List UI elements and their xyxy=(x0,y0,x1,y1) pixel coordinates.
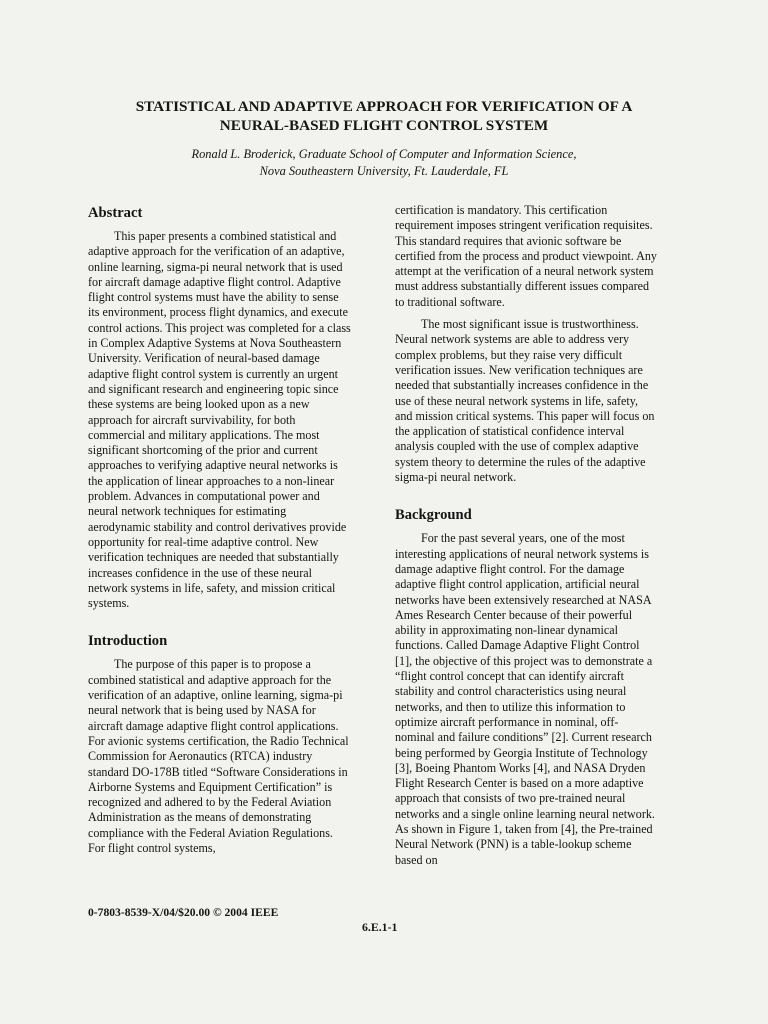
left-column xyxy=(88,204,351,856)
abstract-heading: Abstract xyxy=(88,205,143,221)
author-line-2: Nova Southeastern University, Ft. Lauderdale, FL xyxy=(259,164,509,178)
paper-title xyxy=(60,97,708,135)
introduction-continuation: certification is mandatory. This certification requirement imposes stringent verification requisites. This standard requires that avionic software be certified from the process and product viewpoint. Any attempt at the verification of a neural network system must address substantially different issues compared to traditional software. xyxy=(395,203,657,309)
abstract-text: This paper presents a combined statistical and adaptive approach for the verification of an adaptive, online learning, sigma-pi neural network that is used for aircraft damage adaptive flight control. Adaptive flight control systems must have the ability to sense its environment, process flight dynamics, and execute control actions. This project was completed for a class in Complex Adaptive Systems at Nova Southeastern University. Verification of neural-based damage adaptive flight control system is currently an urgent and significant research and engineering topic since these systems are being looked upon as a new approach for aircraft survivability, for both commercial and military applications. The most significant shortcoming of the prior and current approaches to verifying adaptive neural networks is the application of linear approaches to a non-linear problem. Advances in computational power and neural network techniques for estimating aerodynamic stability and control derivatives provide opportunity for real-time adaptive control. New verification techniques are needed that substantially increases confidence in the use of these neural network systems in life, safety, and mission critical systems. xyxy=(88,229,351,611)
introduction-heading: Introduction xyxy=(88,633,168,650)
background-heading: Background xyxy=(395,507,472,524)
author-line-1: Ronald L. Broderick, Graduate School of Computer and Information Science, xyxy=(191,147,577,161)
copyright-line: 0-7803-8539-X/04/$20.00 © 2004 IEEE xyxy=(88,906,279,919)
right-column xyxy=(395,203,658,868)
trustworthiness-paragraph: The most significant issue is trustworthiness. Neural network systems are able to address very complex problems, but they raise very difficult verification issues. New verification techniques are needed that substantially increases confidence in the use of these neural network systems in life, safety, and mission critical systems. This paper will focus on the application of statistical confidence interval analysis coupled with the use of complex adaptive system theory to determine the rules of the adaptive sigma-pi neural network. xyxy=(395,317,655,485)
background-text: For the past several years, one of the most interesting applications of neural network systems is damage adaptive flight control. For the damage adaptive flight control application, artificial neural networks have been extensively researched at NASA Ames Research Center because of their powerful ability in approximating non-linear dynamical functions. Called Damage Adaptive Flight Control [1], the objective of this project was to demonstrate a “flight control concept that can identify aircraft stability and control characteristics using neural networks, and then to utilize this information to optimize aircraft performance in nominal, off-nominal and failure conditions” [2]. Current research being performed by Georgia Institute of Technology [3], Boeing Phantom Works [4], and NASA Dryden Flight Research Center is based on a more adaptive approach that consists of two pre-trained neural networks and a single online learning neural network. As shown in Figure 1, taken from [4], the Pre-trained Neural Network (PNN) is a table-lookup scheme based on xyxy=(395,531,655,867)
author-affiliation xyxy=(60,146,708,180)
page-number: 6.E.1-1 xyxy=(362,920,398,934)
title-line-2: NEURAL-BASED FLIGHT CONTROL SYSTEM xyxy=(219,117,549,134)
title-line-1: STATISTICAL AND ADAPTIVE APPROACH FOR VERIFICATION OF A xyxy=(135,98,633,115)
introduction-text: The purpose of this paper is to propose a combined statistical and adaptive approach for the verification of an adaptive, online learning, sigma-pi neural network that is being used by NASA for aircraft damage adaptive flight control applications. For avionic systems certification, the Radio Technical Commission for Aeronautics (RTCA) industry standard DO-178B titled “Software Considerations in Airborne Systems and Equipment Certification” is recognized and adhered to by the Federal Aviation Administration as the means of demonstrating compliance with the Federal Aviation Regulations. For flight control systems, xyxy=(88,657,349,855)
